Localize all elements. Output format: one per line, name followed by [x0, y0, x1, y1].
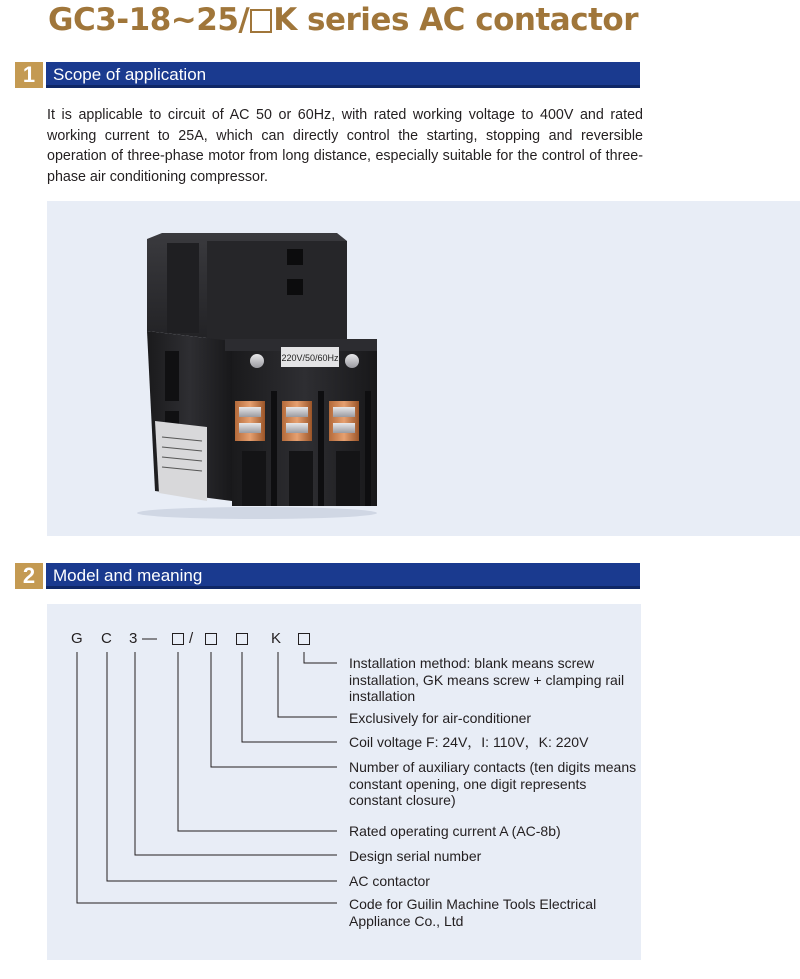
- code-letter-c: C: [101, 630, 112, 647]
- meaning-installation: Installation method: blank means screw installation, GK means screw + clamping rail installation: [349, 655, 625, 704]
- code-letter-k: K: [271, 630, 282, 647]
- meaning-design-serial: Design serial number: [349, 848, 482, 864]
- code-box-current: [172, 633, 184, 645]
- meaning-air-conditioner: Exclusively for air-conditioner: [349, 710, 532, 726]
- code-slash: /: [189, 630, 194, 647]
- code-dash: —: [142, 630, 157, 647]
- code-letter-g: G: [71, 630, 83, 647]
- meaning-ac-contactor: AC contactor: [349, 873, 430, 889]
- product-photo-panel: [47, 201, 800, 536]
- section-heading-scope: Scope of application: [46, 62, 640, 88]
- contactor-image: [47, 201, 800, 536]
- code-box-aux-contacts: [205, 633, 217, 645]
- model-code-diagram: [47, 604, 641, 960]
- coil-voltage-label: 220V/50/60Hz: [281, 353, 339, 363]
- scope-paragraph: It is applicable to circuit of AC 50 or 60Hz, with rated working voltage to 400V and rated working current to 25A, which can directly control the starting, stopping and reversible operation of three-phase motor from long distance, especially suitable for the control of three-phase air conditioning compressor.: [47, 107, 643, 185]
- page-title: GC3-18~25/ K series AC contactor: [48, 2, 638, 38]
- code-digit-3: 3: [129, 630, 138, 647]
- code-box-installation: [298, 633, 310, 645]
- code-box-coil-voltage: [236, 633, 248, 645]
- section-heading-model: Model and meaning: [46, 563, 640, 589]
- meaning-aux-contacts: Number of auxiliary contacts (ten digits means constant opening, one digit represents constant closure): [349, 759, 637, 808]
- meaning-rated-current: Rated operating current A (AC-8b): [349, 823, 561, 839]
- section-number-1: 1: [15, 62, 43, 88]
- section-number-2: 2: [15, 563, 43, 589]
- meaning-coil-voltage: Coil voltage F: 24V，I: 110V，K: 220V: [349, 734, 589, 750]
- placeholder-box-icon: [250, 9, 272, 33]
- meaning-company-code: Code for Guilin Machine Tools Electrical Appliance Co., Ltd: [349, 896, 597, 929]
